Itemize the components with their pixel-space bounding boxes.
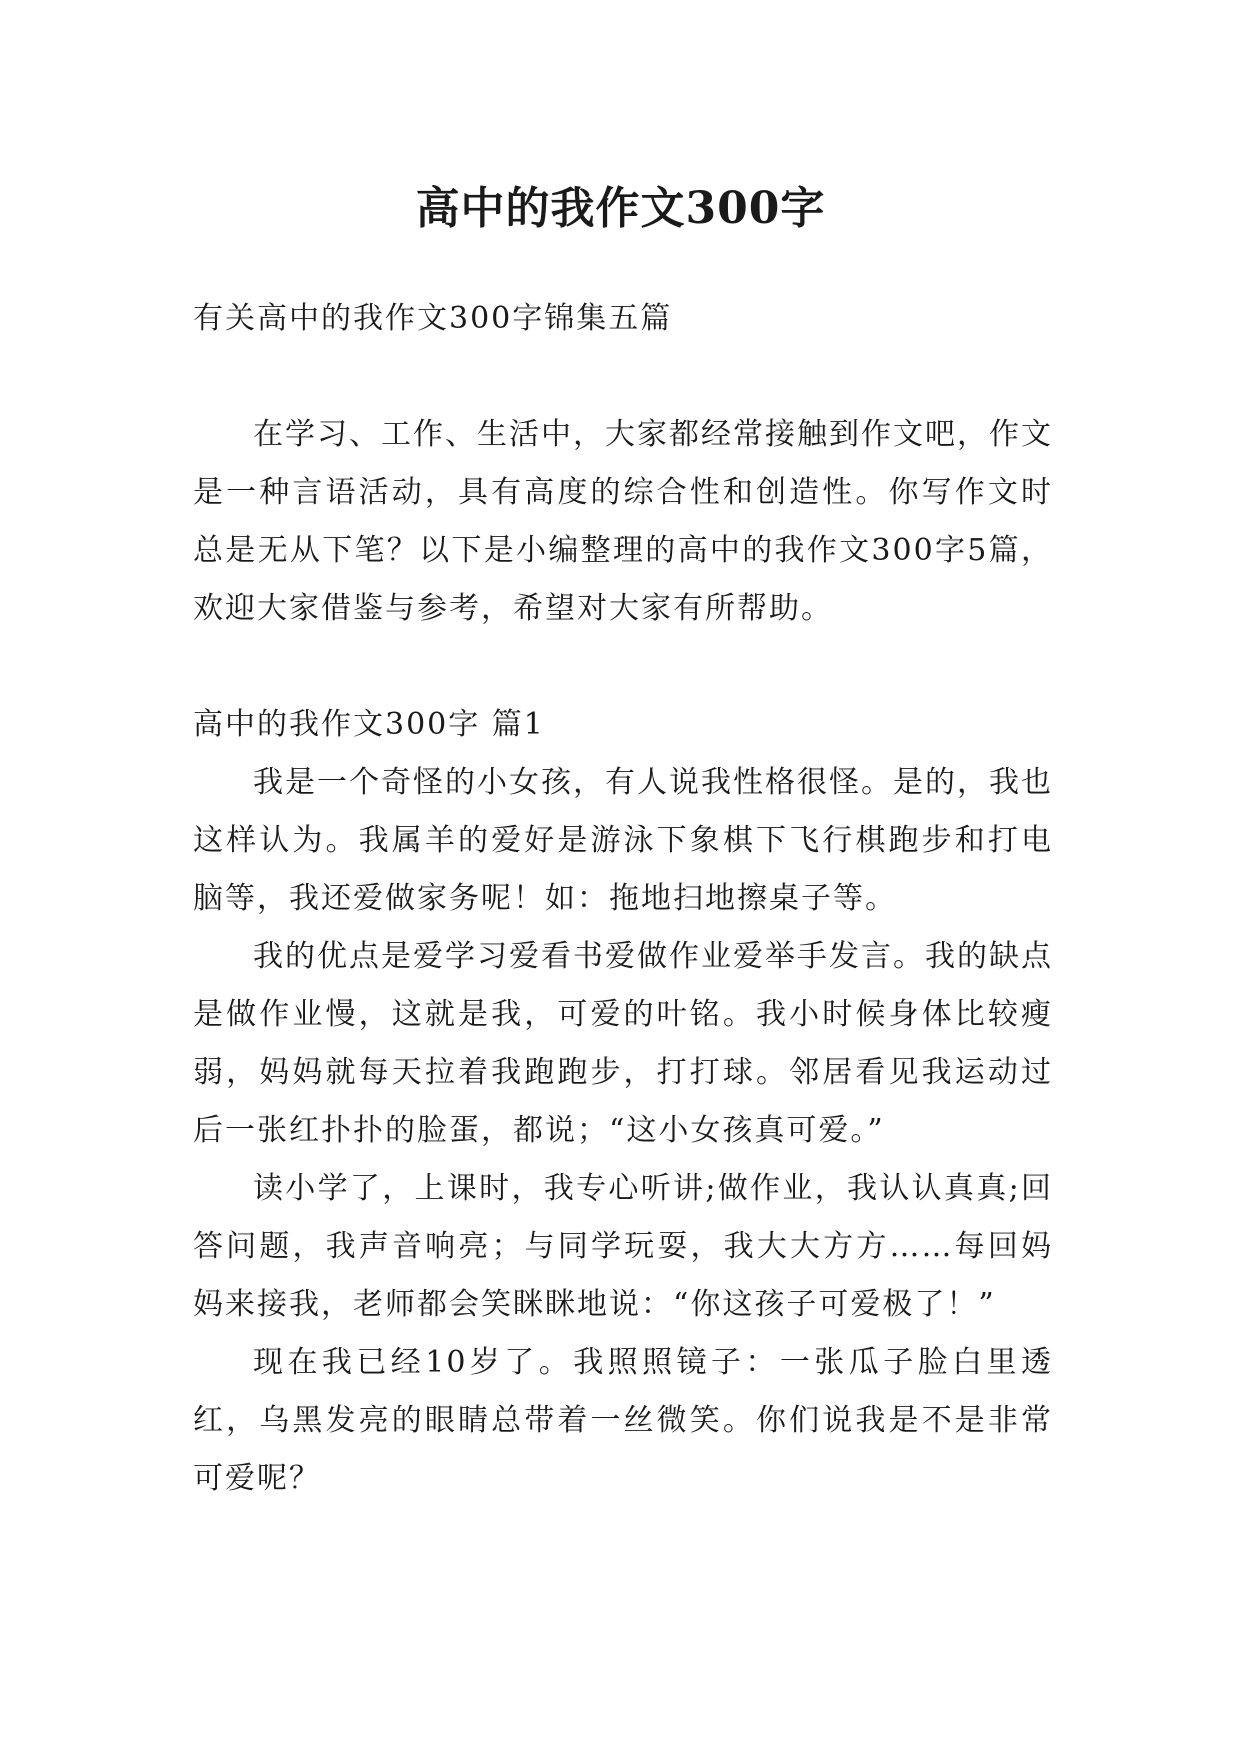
body-paragraph: 现在我已经10岁了。我照照镜子：一张瓜子脸白里透红，乌黑发亮的眼睛总带着一丝微笑。你们说我是不是非常可爱呢？ [193, 1345, 1053, 1496]
body-paragraph: 我的优点是爱学习爱看书爱做作业爱举手发言。我的缺点是做作业慢，这就是我，可爱的叶铭。我小时候身体比较瘦弱，妈妈就每天拉着我跑跑步，打打球。邻居看见我运动过后一张红扑扑的脸蛋，都说；“这小女孩真可爱。” [193, 939, 1053, 1148]
section-heading: 高中的我作文300字 篇1 [193, 707, 545, 742]
intro-paragraph: 在学习、工作、生活中，大家都经常接触到作文吧，作文是一种言语活动，具有高度的综合性和创造性。你写作文时总是无从下笔？以下是小编整理的高中的我作文300字5篇，欢迎大家借鉴与参考，希望对大家有所帮助。 [193, 417, 1053, 626]
page-title: 高中的我作文300字 [415, 183, 826, 235]
body-paragraph: 读小学了，上课时，我专心听讲;做作业，我认认真真;回答问题，我声音响亮；与同学玩耍，我大大方方……每回妈妈来接我，老师都会笑眯眯地说：“你这孩子可爱极了！” [193, 1171, 1053, 1322]
document-subtitle: 有关高中的我作文300字锦集五篇 [193, 301, 673, 336]
body-paragraph: 我是一个奇怪的小女孩，有人说我性格很怪。是的，我也这样认为。我属羊的爱好是游泳下象棋下飞行棋跑步和打电脑等，我还爱做家务呢！如：拖地扫地擦桌子等。 [193, 765, 1053, 916]
document-body [193, 290, 1053, 1508]
